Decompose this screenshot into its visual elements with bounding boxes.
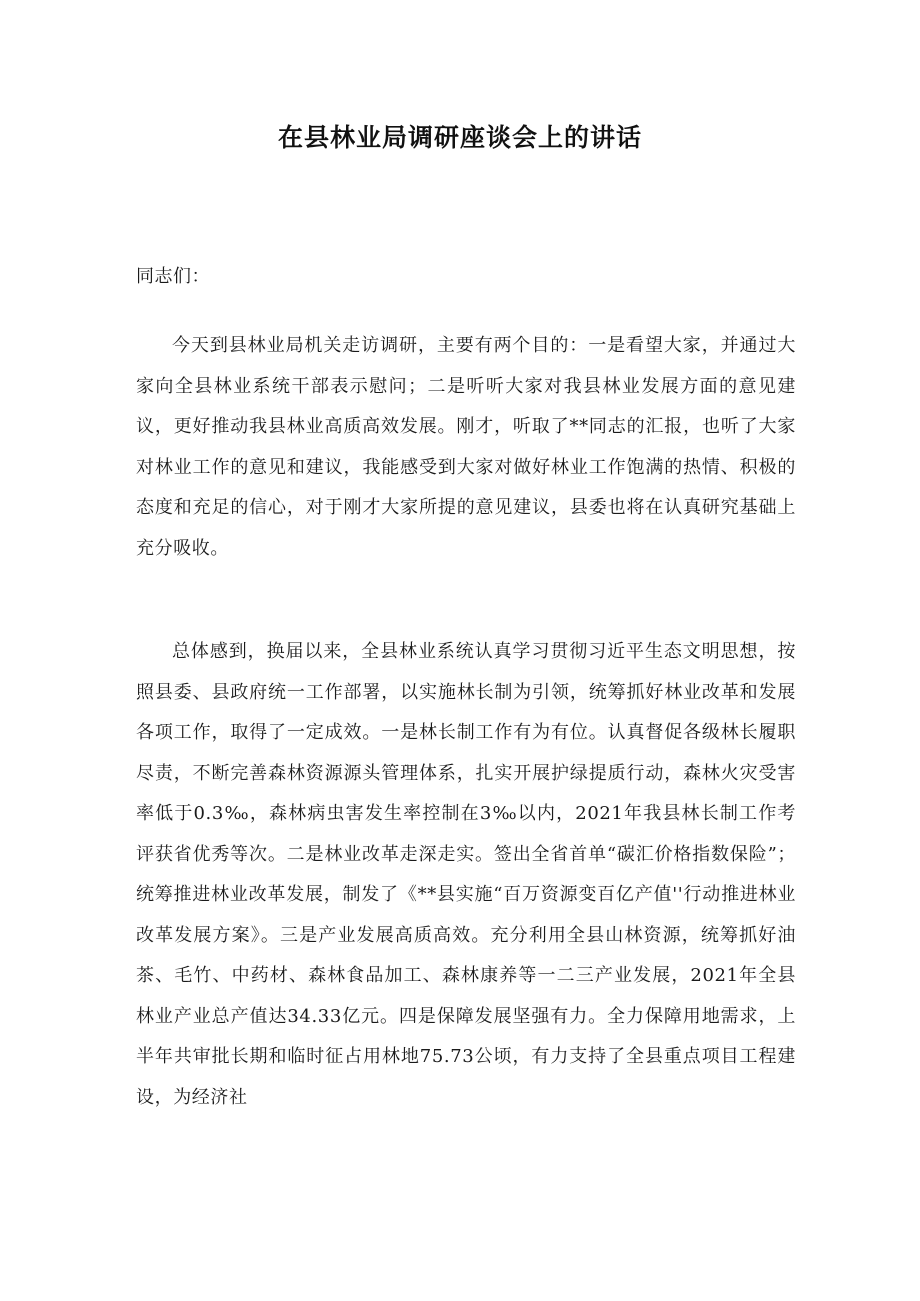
salutation: 同志们： xyxy=(136,266,210,287)
document-title: 在县林业局调研座谈会上的讲话 xyxy=(277,123,642,152)
paragraph-1: 今天到县林业局机关走访调研，主要有两个目的：一是看望大家，并通过大家向全县林业系统干部表示慰问；二是听听大家对我县林业发展方面的意见建议，更好推动我县林业高质高效发展。刚才，听取了**同志的汇报，也听了大家对林业工作的意见和建议，我能感受到大家对做好林业工作饱满的热情、积极的态度和充足的信心，对于刚才大家所提的意见建议，县委也将在认真研究基础上充分吸收。 xyxy=(136,335,796,559)
paragraph-2: 总体感到，换届以来，全县林业系统认真学习贯彻习近平生态文明思想，按照县委、县政府统一工作部署，以实施林长制为引领，统筹抓好林业改革和发展各项工作，取得了一定成效。一是林长制工作有为有位。认真督促各级林长履职尽责，不断完善森林资源源头管理体系，扎实开展护绿提质行动，森林火灾受害率低于0.3‰，森林病虫害发生率控制在3‰以内，2021年我县林长制工作考评获省优秀等次。二是林业改革走深走实。签出全省首单“碳汇价格指数保险”；统筹推进林业改革发展，制发了《**县实施“百万资源变百亿产值''行动推进林业改革发展方案》。三是产业发展高质高效。充分利用全县山林资源，统筹抓好油茶、毛竹、中药材、森林食品加工、森林康养等一二三产业发展，2021年全县林业产业总产值达34.33亿元。四是保障发展坚强有力。全力保障用地需求，上半年共审批长期和临时征占用林地75.73公顷，有力支持了全县重点项目工程建设，为经济社 xyxy=(136,641,796,1108)
